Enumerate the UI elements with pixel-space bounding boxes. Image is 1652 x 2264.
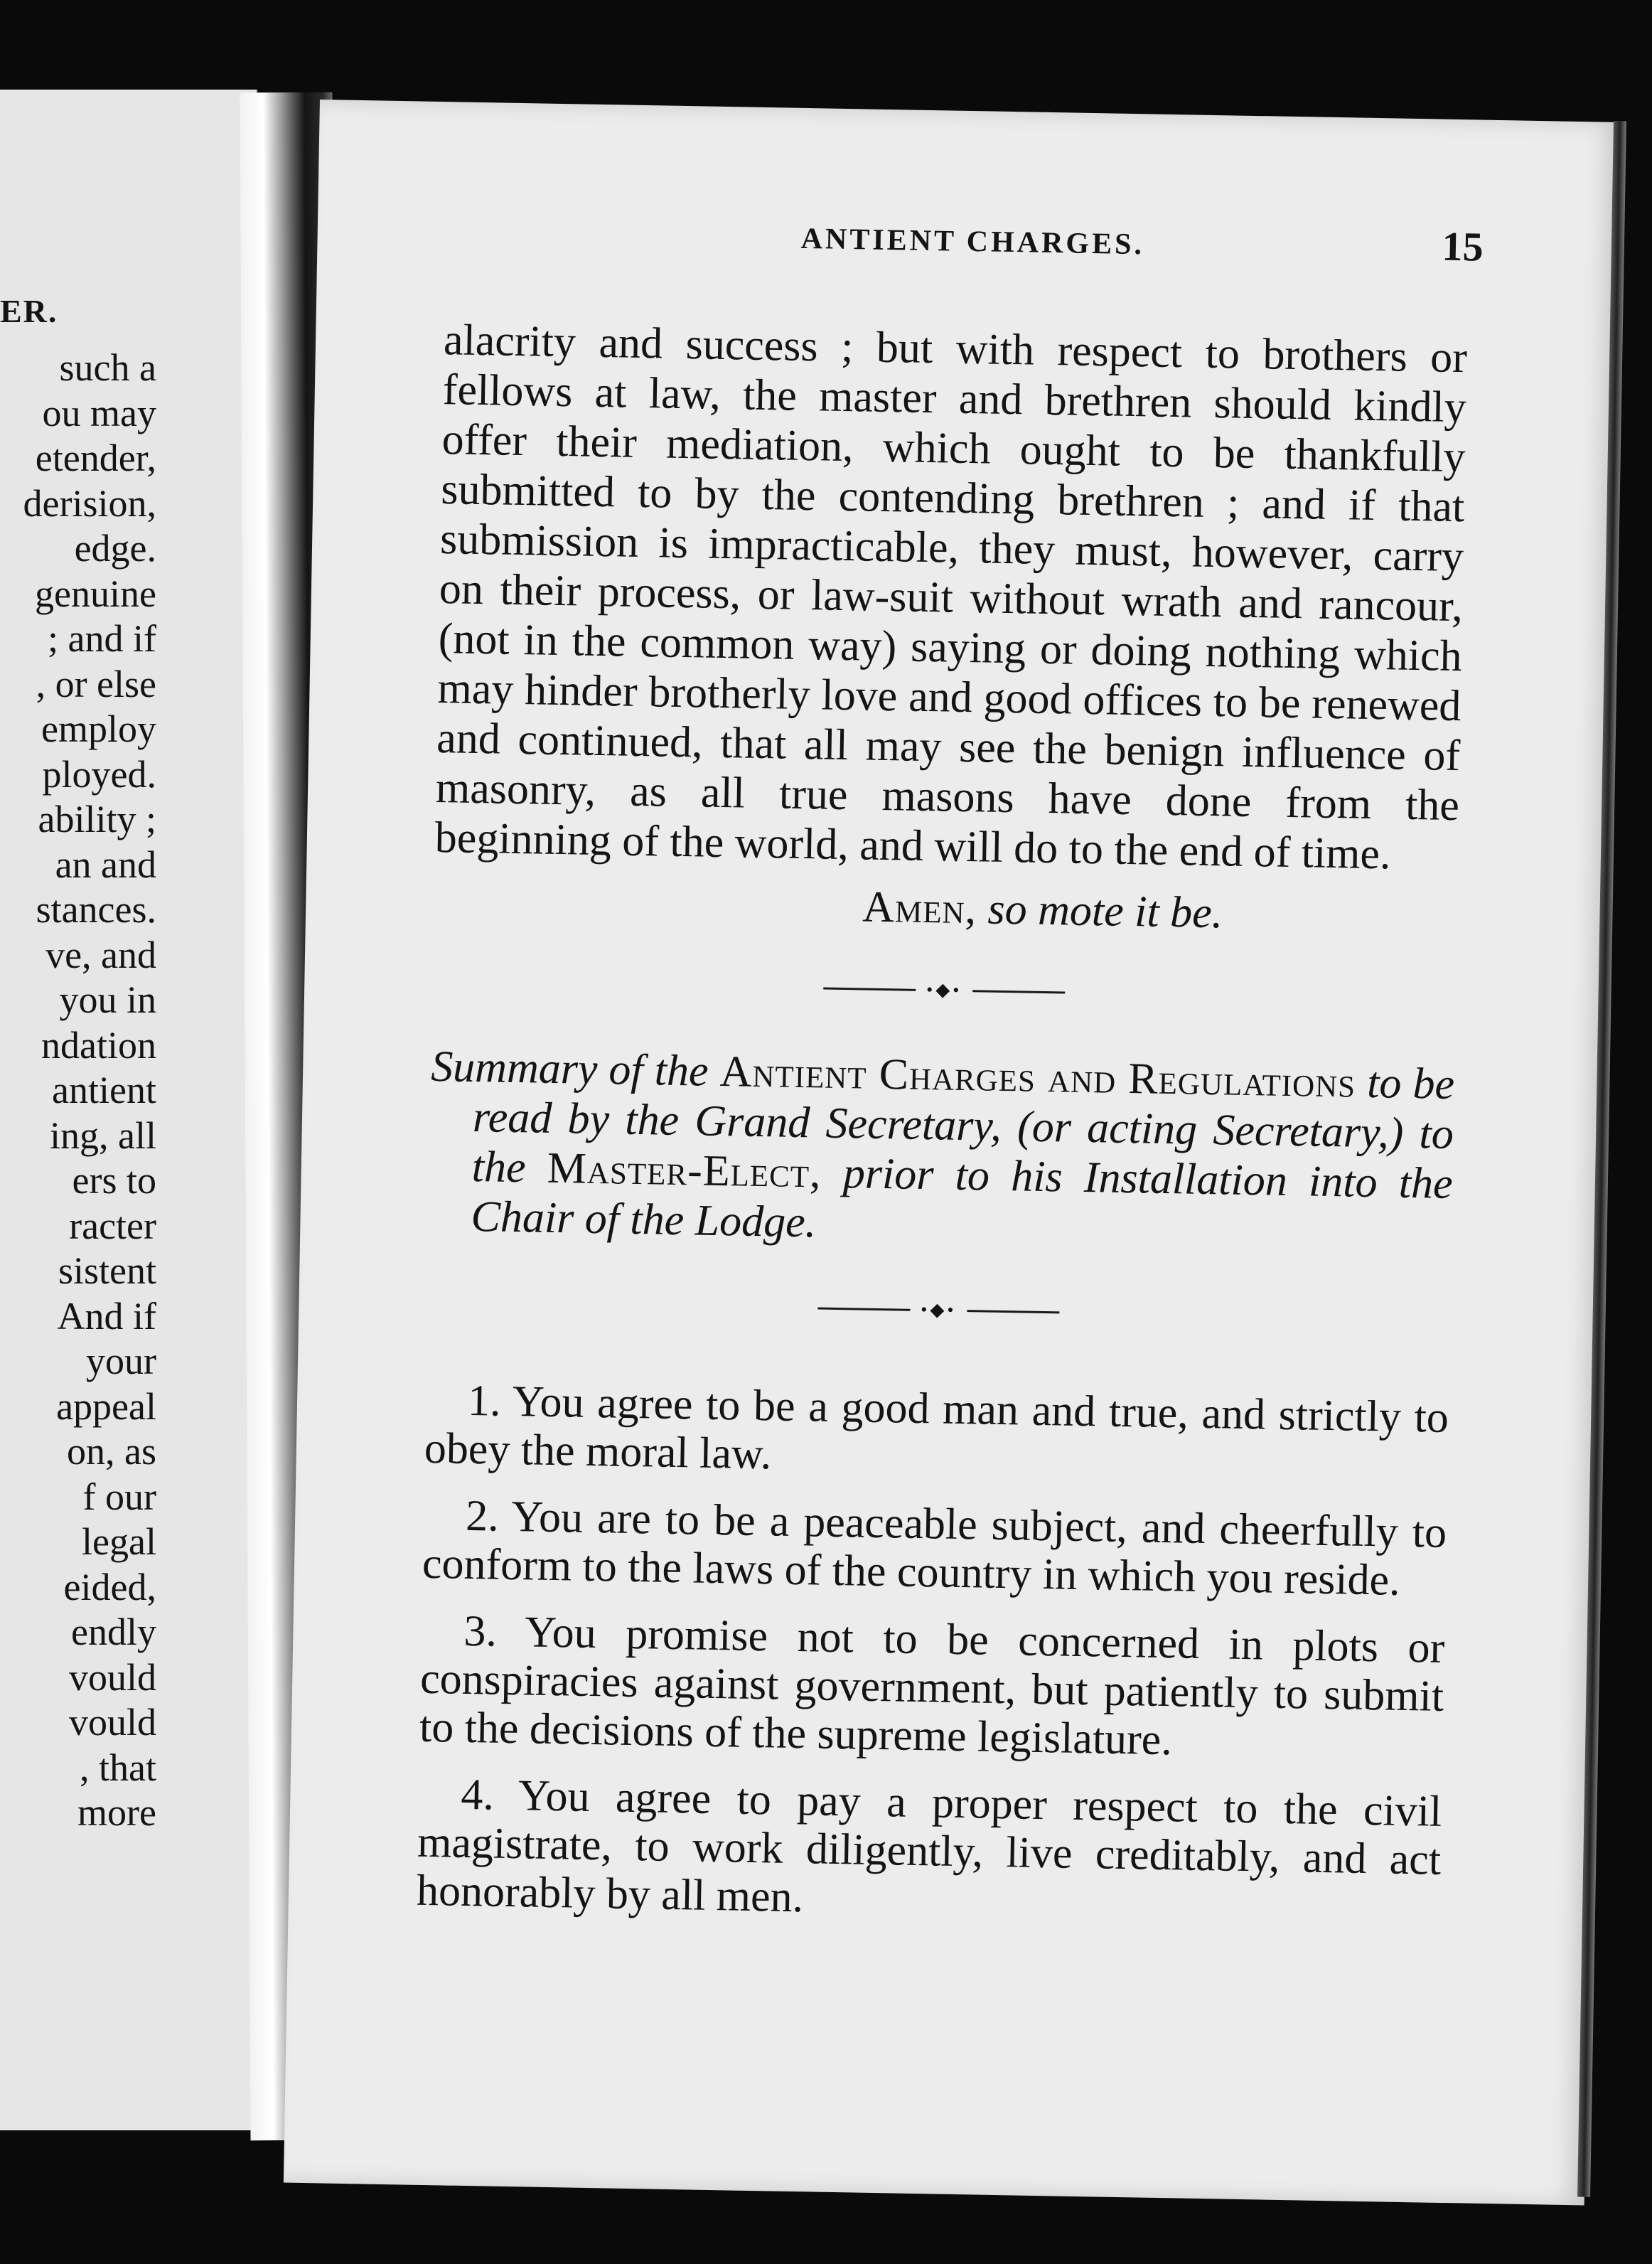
left-page-line: ability ; bbox=[38, 798, 156, 840]
left-page-line: And if bbox=[57, 1294, 156, 1337]
left-page-header-fragment: ER. bbox=[0, 293, 58, 329]
ornament-divider bbox=[823, 978, 1065, 1003]
left-page-line: endly bbox=[71, 1611, 156, 1653]
left-page-line: ers to bbox=[72, 1159, 156, 1202]
left-page-line: ou may bbox=[42, 391, 156, 434]
left-page-line: ndation bbox=[41, 1023, 156, 1067]
left-page-line: more bbox=[77, 1791, 156, 1834]
summary-part-1: Summary of the bbox=[430, 1042, 709, 1096]
summary-caps-1: Antient Charges and Regulations bbox=[719, 1047, 1356, 1107]
running-title: ANTIENT CHARGES. bbox=[800, 222, 1145, 262]
left-page-line: edge. bbox=[74, 527, 156, 570]
ornament-rule-right bbox=[967, 1310, 1059, 1313]
left-page-line: ; and if bbox=[48, 617, 156, 660]
left-page-line: such a bbox=[59, 346, 156, 389]
ornament-divider-2 bbox=[817, 1297, 1059, 1323]
opening-paragraph: alacrity and success ; but with respect to brothers or fellows at law, the master and brethren should kindly offer their mediation, which ought to be thankfully submitted to by the contending brethren ; and if that submission is impracticable, they must, however, carry on their process, or law-suit without wrath and rancour, (not in the common way) saying or doing nothing which may hinder brotherly love and good offices to be renewed and continued, that all may see the benign influence of masonry, as all true masons have done from the beginning of the world, and will do to the end of time. bbox=[434, 316, 1468, 879]
amen-line bbox=[434, 871, 1458, 946]
left-page-line: legal bbox=[82, 1520, 156, 1563]
ornament-dots: •◆• bbox=[921, 1299, 957, 1320]
ornament-rule-left bbox=[817, 1307, 910, 1310]
left-page-line: f our bbox=[82, 1475, 156, 1518]
left-page-line: on, as bbox=[67, 1430, 156, 1473]
amen-rest: so mote it be. bbox=[987, 885, 1223, 938]
rule-item: 4. You agree to pay a proper respect to the civil magistrate, to work diligently, live creditably, and act honorably by all men. bbox=[416, 1770, 1442, 1922]
left-page-line: racter bbox=[69, 1204, 156, 1247]
left-page-line: derision, bbox=[23, 481, 156, 525]
ornament-rule-left bbox=[823, 988, 916, 991]
page-number: 15 bbox=[1442, 223, 1484, 270]
left-page-line: your bbox=[86, 1340, 156, 1382]
left-page-line: vould bbox=[68, 1655, 156, 1699]
left-page-line: ve, and bbox=[45, 933, 156, 976]
left-page-line: appeal bbox=[56, 1384, 156, 1428]
left-page-line: an and bbox=[55, 843, 156, 886]
running-head bbox=[446, 215, 1484, 270]
left-page bbox=[0, 90, 257, 2130]
rule-item: 2. You are to be a peaceable subject, and cheerfully to conform to the laws of the country in which you reside. bbox=[422, 1491, 1447, 1605]
left-page-line: ployed. bbox=[42, 752, 156, 796]
right-page bbox=[284, 100, 1621, 2205]
left-page-line: stances. bbox=[36, 888, 156, 931]
left-page-line: etender, bbox=[35, 437, 156, 479]
summary-part-3: prior to his Installation into the Chair of the Lodge. bbox=[471, 1149, 1454, 1247]
summary-heading bbox=[428, 1042, 1455, 1259]
left-page-text bbox=[0, 346, 156, 1836]
left-page-line: employ bbox=[41, 708, 156, 750]
left-page-line: eided, bbox=[63, 1565, 156, 1608]
rules-list bbox=[416, 1376, 1449, 1933]
summary-part-2: to be read by the Grand Secretary, (or acting Secretary,) to the bbox=[471, 1058, 1455, 1192]
rule-item: 1. You agree to be a good man and true, and strictly to obey the moral law. bbox=[424, 1376, 1449, 1479]
left-page-line: sistent bbox=[58, 1249, 156, 1292]
left-page-line: , or else bbox=[36, 662, 156, 705]
page-content bbox=[416, 222, 1484, 1951]
ornament-dots: •◆• bbox=[926, 979, 962, 1000]
left-page-line: vould bbox=[68, 1701, 156, 1744]
left-page-line: you in bbox=[59, 978, 156, 1021]
left-page-line: genuine bbox=[35, 572, 156, 615]
amen-word: Amen, bbox=[862, 882, 977, 934]
ornament-rule-right bbox=[972, 990, 1065, 993]
left-page-line: ing, all bbox=[50, 1114, 156, 1157]
left-page-line: antient bbox=[52, 1069, 156, 1111]
rule-item: 3. You promise not to be concerned in plots or conspiracies against government, but patiently to submit to the decisions of the supreme legislature. bbox=[419, 1606, 1445, 1765]
left-page-line: , that bbox=[80, 1746, 156, 1789]
summary-caps-2: Master-Elect, bbox=[547, 1143, 822, 1197]
